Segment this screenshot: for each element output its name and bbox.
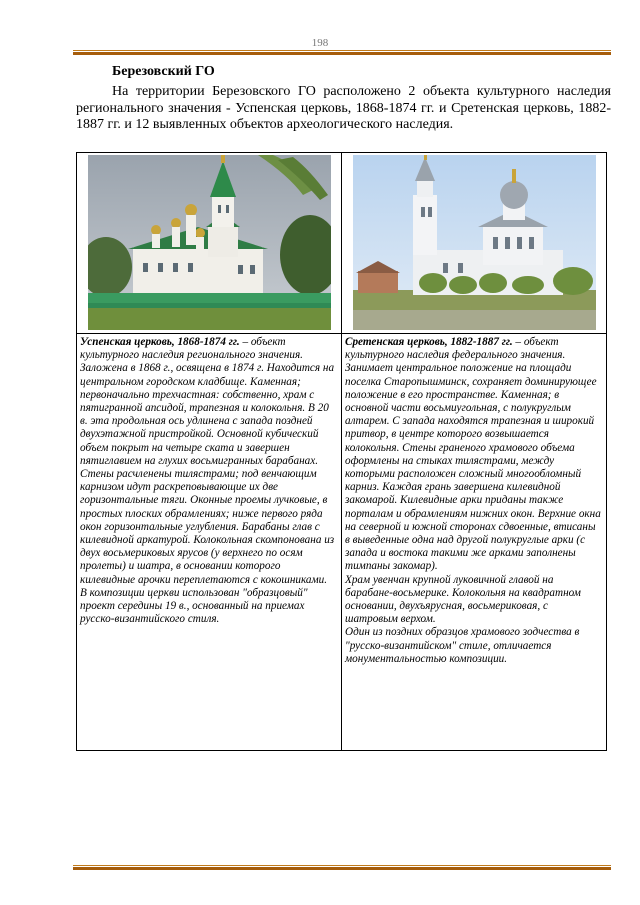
description-sretenskaya — [342, 334, 607, 751]
section-heading: Березовский ГО — [112, 64, 215, 79]
object-paragraph: Заложена в 1868 г., освящена в 1874 г. Находится на центральном городском кладбище. Каменная; первоначально трехчастная: собственно, храм с пятигранной апсидой, трапезная и колокольня. В 20 в. эта продольная ось удлинена с запада поздней двухэтажной пристройкой. Основной кубический объем покрыт на четыре ската и завершен пятиглавием на глухих восьмигранных барабанах. Стены расчленены тилястрами; под венчающим карнизом идут раскреповывающие их две горизонтальные тяги. Оконные проемы лучковые, в простых плоских обрамлениях; ниже первого ряда окон горизонтальные углубления. Барабаны глав с килевидной аркатурой. Колокольная скомпонована из двух восьмериковых ярусов (у верхнего по осям пролеты) и шатра, в основании которого килевидные арочки переплетаются с кокошниками. — [80, 362, 335, 586]
object-status: – объект культурного наследия регионального значения. — [80, 336, 303, 362]
photo-cell-uspenskaya — [77, 153, 342, 334]
heritage-objects-table — [76, 152, 607, 751]
object-status: – объект культурного наследия федерального значения. — [345, 336, 566, 362]
church-photo-uspenskaya — [88, 155, 331, 330]
object-paragraph: Храм увенчан крупной луковичной главой на барабане-восьмерике. Колокольня на квадратном основании, двухъярусная, восьмериковая, с шатровым верхом. — [345, 573, 581, 626]
church-photo-sretenskaya — [353, 155, 596, 330]
footer-rule — [73, 865, 611, 870]
object-paragraph: Один из поздних образцов храмового зодчества в "русско-византийском" стиле, отличается монументальностью композиции. — [345, 626, 580, 665]
object-title: Сретенская церковь, 1882-1887 гг. — [345, 336, 513, 348]
description-uspenskaya — [77, 334, 342, 751]
header-rule — [73, 50, 611, 55]
page-number: 198 — [311, 37, 329, 49]
object-title: Успенская церковь, 1868-1874 гг. — [80, 336, 240, 348]
section-intro: На территории Березовского ГО расположено 2 объекта культурного наследия регионального значения - Успенская церковь, 1868-1874 гг. и Сретенская церковь, 1882-1887 гг. и 12 выявленных объектов археологического наследия. — [76, 84, 611, 132]
photo-cell-sretenskaya — [342, 153, 607, 334]
object-paragraph: В композиции церкви использован "образцовый" проект середины 19 в., основанный на приемах русско-византийского стиля. — [80, 586, 308, 626]
object-paragraph: Занимает центральное положение на площади поселка Старопышминск, сохраняет доминирующее положение в его пространстве. Каменная; в основной части восьмиугольная, с полукруглым алтарем. С запада находятся трапезная и широкий притвор, в центре которого возвышается колокольня. Стены граненого храмового объема оформлены на стыках тилястрами, между которыми расположен сложный многообломный карниз. Каждая грань завершена килевидной закомарой. Килевидные арки приданы также порталам и обрамлениям нижних окон. Верхние окна на северной и южной сторонах сдвоенные, втисаны в выведенные одна над другой полукруглые арки (с запада и востока такими же арками заполнены тимпаны закомар). — [345, 362, 601, 573]
